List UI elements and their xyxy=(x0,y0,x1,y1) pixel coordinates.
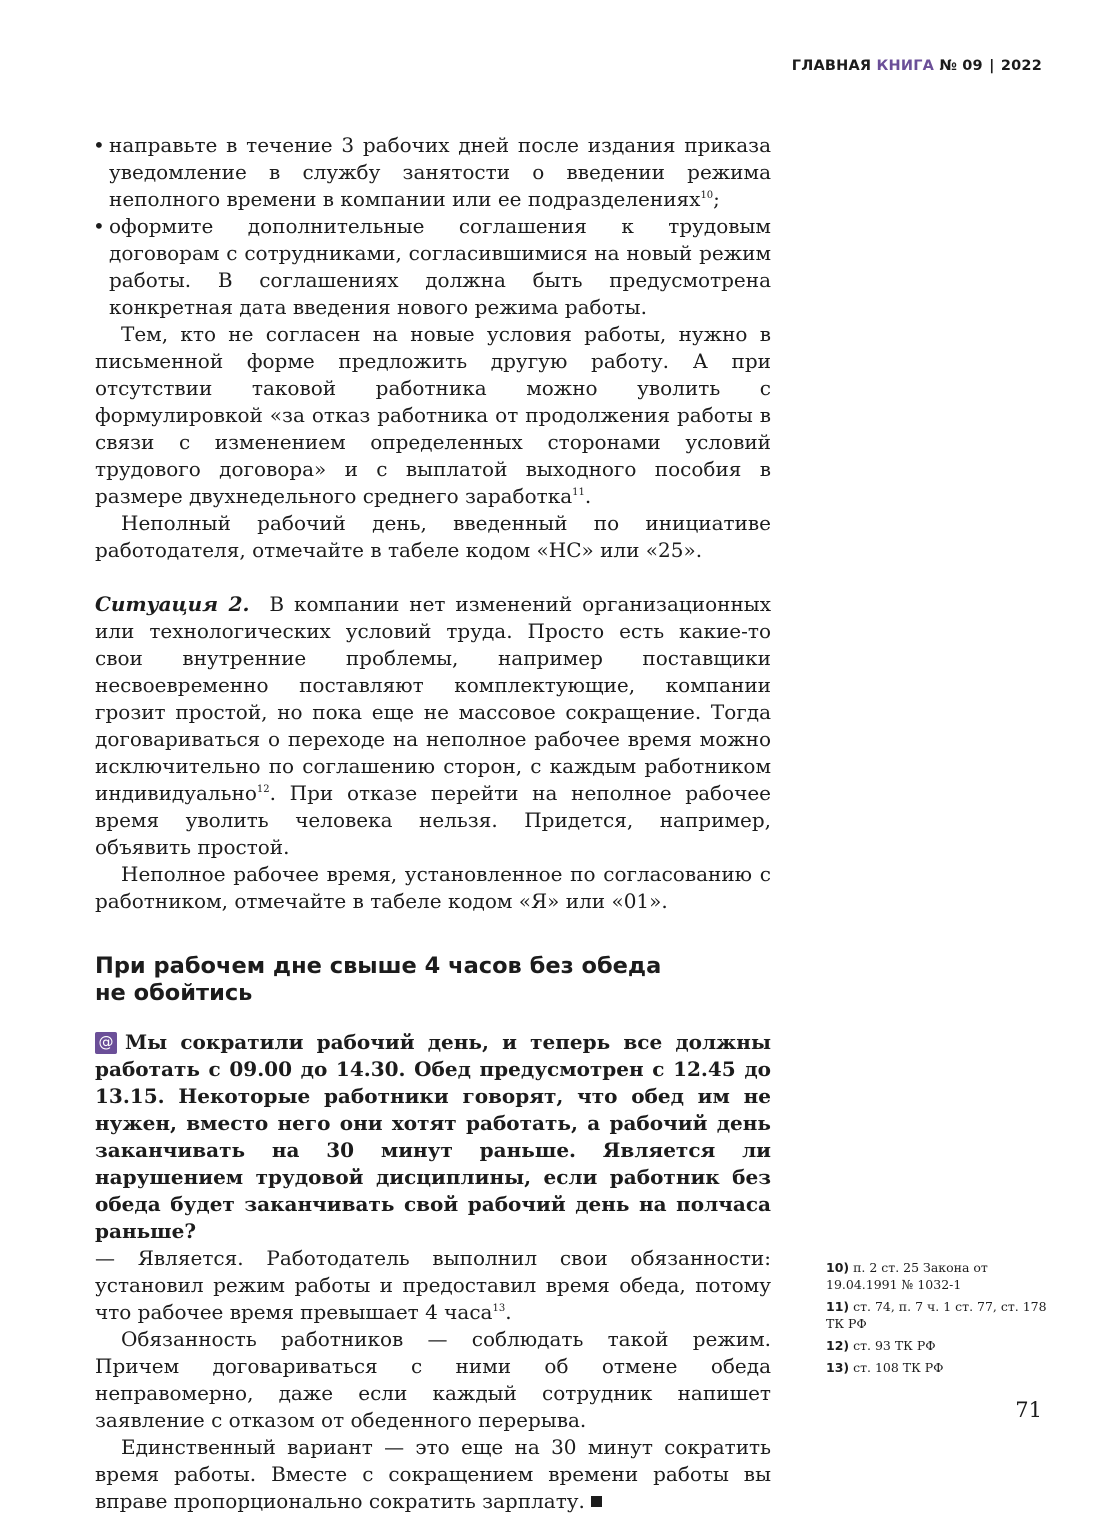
answer-tail: . xyxy=(505,1300,512,1324)
footnote-text: ст. 74, п. 7 ч. 1 ст. 77, ст. 178 ТК РФ xyxy=(826,1299,1047,1331)
footnote-text: ст. 108 ТК РФ xyxy=(853,1360,944,1375)
section-heading: При рабочем дне свыше 4 часов без обеда не обойтись xyxy=(95,953,662,1006)
footnote-number: 13) xyxy=(826,1360,850,1375)
paragraph: Обязанность работников — соблюдать такой режим. Причем договариваться с ними об отмене обеда неправомерно, даже если каждый сотрудник напишет заявление с отказом от обеденного перерыва. xyxy=(95,1327,771,1432)
end-of-article-icon xyxy=(591,1496,602,1507)
situation-tail: . При отказе перейти на неполное рабочее время уволить человека нельзя. Придется, например, объявить простой. xyxy=(95,781,771,859)
paragraph xyxy=(95,321,771,510)
running-header xyxy=(792,58,1042,74)
question-text: Мы сократили рабочий день, и теперь все должны работать с 09.00 до 14.30. Обед предусмотрен с 12.45 до 13.15. Некоторые работники говорят, что обед им не нужен, вместо него они хотят работать, а рабочий день заканчивать на 30 минут раньше. Является ли нарушением трудовой дисциплины, если работник без обеда будет заканчивать свой рабочий день на полчаса раньше? xyxy=(95,1030,771,1243)
footnote-ref: 13 xyxy=(492,1303,506,1314)
situation-text: В компании нет изменений организационных или технологических условий труда. Просто есть какие-то свои внутренние проблемы, например поставщики несвоевременно поставляют комплектующие, компании грозит простой, но пока еще не массовое сокращение. Тогда договариваться о переходе на неполное рабочее время можно исключительно по соглашению сторон, с каждым работником индивидуально xyxy=(95,592,771,805)
question xyxy=(95,1029,771,1245)
header-separator: | xyxy=(989,58,995,74)
bullet-tail: ; xyxy=(713,187,720,211)
footnote-number: 10) xyxy=(826,1260,850,1275)
list-item xyxy=(95,132,771,213)
at-icon: @ xyxy=(95,1032,117,1054)
footnote-text: п. 2 ст. 25 Закона от 19.04.1991 № 1032-1 xyxy=(826,1260,988,1292)
paragraph: Неполный рабочий день, введенный по инициативе работодателя, отмечайте в табеле кодом «НС» или «25». xyxy=(95,511,771,562)
bullet-list xyxy=(95,132,771,321)
page-number: 71 xyxy=(1015,1398,1042,1422)
issue-number: № 09 xyxy=(939,58,983,74)
footnote-text: ст. 93 ТК РФ xyxy=(853,1338,936,1353)
list-item xyxy=(95,213,771,321)
situation-paragraph xyxy=(95,591,771,861)
article-body xyxy=(95,132,771,1515)
answer xyxy=(95,1245,771,1326)
bullet-text: оформите дополнительные соглашения к трудовым договорам с сотрудниками, согласившимися на новый режим работы. В соглашениях должна быть предусмотрена конкретная дата введения нового режима работы. xyxy=(109,214,771,319)
brand-part1: ГЛАВНАЯ xyxy=(791,58,872,74)
paragraph-text: Единственный вариант — это еще на 30 минут сократить время работы. Вместе с сокращением времени работы вы вправе пропорционально сократить зарплату. xyxy=(95,1435,771,1513)
paragraph: Неполное рабочее время, установленное по согласованию с работником, отмечайте в табеле кодом «Я» или «01». xyxy=(95,862,771,913)
footnote-ref: 10 xyxy=(700,190,714,201)
footnote-ref: 12 xyxy=(256,784,270,795)
paragraph-text: Тем, кто не согласен на новые условия работы, нужно в письменной форме предложить другую работу. А при отсутствии таковой работника можно уволить с формулировкой «за отказ работника от продолжения работы в связи с изменением определенных сторонами условий трудового договора» и с выплатой выходного пособия в размере двухнедельного среднего заработка xyxy=(95,322,771,508)
footnote xyxy=(826,1259,1048,1293)
paragraph-tail: . xyxy=(584,484,592,508)
answer-text: — Является. Работодатель выполнил свои обязанности: установил режим работы и предоставил время обеда, потому что рабочее время превышает 4 часа xyxy=(95,1246,771,1324)
footnote xyxy=(826,1298,1048,1332)
footnote-number: 11) xyxy=(826,1299,850,1314)
footnote-ref: 11 xyxy=(572,487,585,498)
footnote-number: 12) xyxy=(826,1338,850,1353)
footnotes xyxy=(826,1259,1048,1381)
situation-lead: Ситуация 2. xyxy=(95,592,250,616)
brand-part2: КНИГА xyxy=(876,58,935,74)
paragraph xyxy=(95,1434,771,1515)
footnote xyxy=(826,1359,1048,1376)
bullet-text: направьте в течение 3 рабочих дней после издания приказа уведомление в службу занятости о введении режима неполного времени в компании или ее подразделениях xyxy=(109,133,771,211)
issue-year: 2022 xyxy=(1000,58,1042,74)
footnote xyxy=(826,1337,1048,1354)
